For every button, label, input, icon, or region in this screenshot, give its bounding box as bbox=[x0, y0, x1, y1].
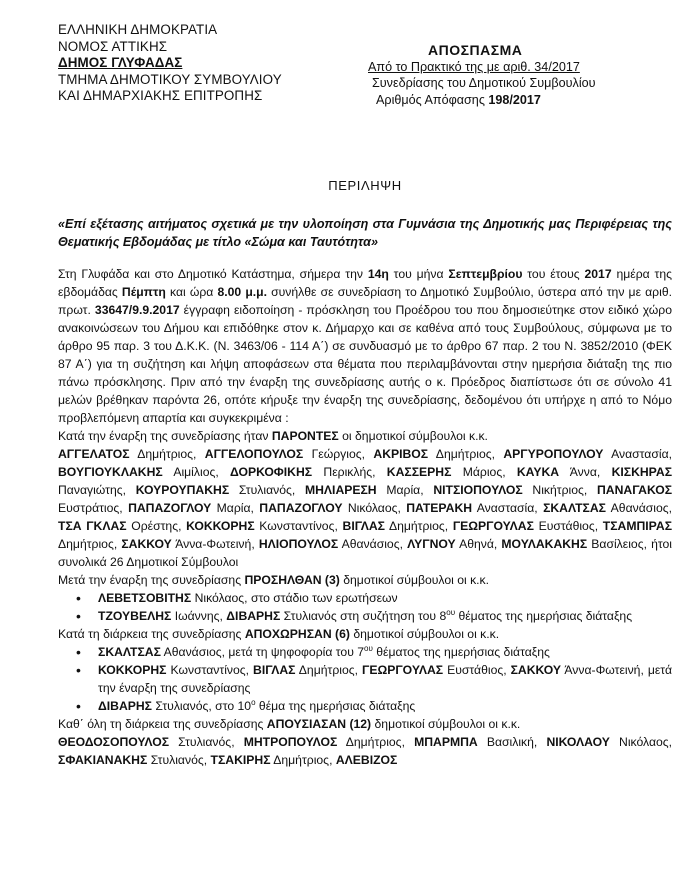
list-item: • ΛΕΒΕΤΣΟΒΙΤΗΣ Νικόλαος, στο στάδιο των ερωτήσεων bbox=[98, 589, 672, 607]
member-firstname: Αιμίλιος bbox=[173, 465, 216, 479]
document-body bbox=[58, 265, 672, 769]
excerpt-title: ΑΠΟΣΠΑΣΜΑ bbox=[428, 42, 523, 58]
member-firstname: Περικλής bbox=[323, 465, 373, 479]
member-surname: ΠΑΠΑΖΟΓΛΟΥ bbox=[128, 501, 212, 515]
member-surname: ΒΙΓΛΑΣ bbox=[342, 519, 385, 533]
member-surname: ΣΑΚΚΟΥ bbox=[121, 537, 172, 551]
member-firstname: Στυλιανός bbox=[150, 753, 204, 767]
document-header bbox=[58, 22, 672, 122]
member-surname: ΓΕΩΡΓΟΥΛΑΣ bbox=[452, 519, 534, 533]
member-surname: ΚΟΚΚΟΡΗΣ bbox=[186, 519, 255, 533]
member-surname: ΝΙΤΣΙΟΠΟΥΛΟΣ bbox=[433, 483, 523, 497]
member-surname: ΜΗΛΙΑΡΕΣΗ bbox=[304, 483, 377, 497]
member-surname: ΠΑΠΑΖΟΓΛΟΥ bbox=[259, 501, 343, 515]
issuer-line: ΝΟΜΟΣ ΑΤΤΙΚΗΣ bbox=[58, 38, 168, 54]
member-firstname: Μαρία bbox=[216, 501, 251, 515]
member-firstname: Άννα-Φωτεινή bbox=[175, 537, 252, 551]
member-firstname: Βασιλική bbox=[486, 735, 534, 749]
subject-paragraph: «Επί εξέτασης αιτήματος σχετικά με την υλοποίηση στα Γυμνάσια της Δημοτικής μας Περιφέρειας της Θεματικής Εβδομάδας με τίτλο «Σώμα και Ταυτότητα» bbox=[58, 217, 672, 249]
member-surname: ΣΚΑΛΤΣΑΣ bbox=[543, 501, 606, 515]
member-firstname: Ορέστης bbox=[131, 519, 179, 533]
member-firstname: Βασίλειος bbox=[591, 537, 644, 551]
member-surname: ΚΑΣΣΕΡΗΣ bbox=[386, 465, 452, 479]
member-firstname: Δημήτριος bbox=[435, 447, 492, 461]
excerpt-block bbox=[368, 42, 596, 108]
member-firstname: Νικήτριος bbox=[532, 483, 584, 497]
decision-value: 198/2017 bbox=[488, 92, 541, 107]
decision-label: Αριθμός Απόφασης bbox=[376, 92, 485, 107]
absent-members-list: ΘΕΟΔΟΣΟΠΟΥΛΟΣ Στυλιανός, ΜΗΤΡΟΠΟΥΛΟΣ Δημήτριος, ΜΠΑΡΜΠΑ Βασιλική, ΝΙΚΟΛΑΟΥ Νικόλαος, ΣΦΑΚΙΑΝΑΚΗΣ Στυλιανός, ΤΣΑΚΙΡΗΣ Δημήτριος, bbox=[58, 735, 673, 767]
member-firstname: Ευστράτιος bbox=[58, 501, 120, 515]
member-surname: ΚΙΣΚΗΡΑΣ bbox=[611, 465, 673, 479]
member-firstname: Άννα bbox=[569, 465, 597, 479]
member-surname: ΒΟΥΓΙΟΥΚΛΑΚΗΣ bbox=[58, 465, 163, 479]
member-surname: ΑΓΓΕΛΟΠΟΥΛΟΣ bbox=[204, 447, 304, 461]
member-firstname: Αναστασία bbox=[476, 501, 535, 515]
member-firstname: Στυλιανός bbox=[238, 483, 292, 497]
arrived-list bbox=[58, 589, 672, 625]
member-firstname: Νικόλαος bbox=[347, 501, 398, 515]
member-firstname: Δημήτριος bbox=[345, 735, 402, 749]
member-surname: ΜΟΥΛΑΚΑΚΗΣ bbox=[501, 537, 588, 551]
member-surname: ΠΑΝΑΓΑΚΟΣ bbox=[596, 483, 673, 497]
issuer-line: ΕΛΛΗΝΙΚΗ ΔΗΜΟΚΡΑΤΙΑ bbox=[58, 22, 218, 37]
summary-title: ΠΕΡΙΛΗΨΗ bbox=[328, 178, 402, 193]
present-paragraph: Κατά την έναρξη της συνεδρίασης ήταν ΠΑΡΟΝΤΕΣ οι δημοτικοί σύμβουλοι κ.κ. ΑΓΓΕΛΑΤΟΣ Δημήτριος, ΑΓΓΕΛΟΠΟΥΛΟΣ Γεώργιος, ΑΚΡΙΒΟΣ Δημήτριος, ΑΡΓΥΡΟΠΟΥΛΟΥ Αναστασία, ΒΟΥΓΙΟΥΚΛΑΚΗΣ Αιμίλιος, ΔΟΡΚΟΦΙΚΗΣ Περικλής, ΚΑΣΣΕΡΗΣ Μάριος, ΚΑΥΚΑ Άννα, ΚΙΣΚΗΡΑΣ Παναγιώτης, ΚΟΥΡΟΥΠΑΚΗΣ Στυλιανός, ΜΗΛΙΑΡΕΣΗ Μαρία, ΝΙΤΣΙΟΠΟΥΛΟΣ Νικήτριος, ΠΑΝΑΓΑΚΟΣ Ευστράτιος, ΠΑΠΑΖΟΓΛΟΥ Μαρία, ΠΑΠΑΖΟΓΛΟΥ Νικόλαος, ΠΑΤΕΡΑΚΗ Αναστασία, ΣΚΑΛΤΣΑΣ Αθανάσιος, ΤΣΑ ΓΚΛΑΣ Ορέστης, ΚΟΚΚΟΡΗΣ Κωνσταντίνος, ΒΙΓΛΑΣ Δημήτριος, ΓΕΩΡΓΟΥΛΑΣ Ευστάθιος, ΤΣΑΜΠΙΡΑΣ Δημήτριος, ΣΑΚΚΟΥ Άννα-Φωτεινή, ΗΛΙΟΠΟΥΛΟΣ Αθανάσιος, ΛΥΓΝΟΥ Αθηνά, ΜΟΥΛΑΚΑΚΗΣ Βασίλειος, ήτοι συνολικά 26 Δημοτικοί Σύμβουλοι bbox=[58, 429, 673, 569]
member-surname: ΛΥΓΝΟΥ bbox=[407, 537, 456, 551]
departed-paragraph: Κατά τη διάρκεια της συνεδρίασης ΑΠΟΧΩΡΗΣΑΝ (6) δημοτικοί σύμβουλοι οι κ.κ. bbox=[58, 627, 500, 641]
intro-paragraph: Στη Γλυφάδα και στο Δημοτικό Κατάστημα, σήμερα την 14η του μήνα Σεπτεμβρίου του έτους 2017 ημέρα της εβδομάδας Πέμπτη και ώρα 8.00 μ.μ. συνήλθε σε συνεδρίαση το Δημοτικό Συμβούλιο, ύστερα από την με αριθ. πρωτ. 33647/9.9.2017 έγγραφη ειδοποίηση - πρόσκληση του Προέδρου του που δημοσιεύτηκε στον ειδικό χώρο ανακοινώσεων του Δήμου και επιδόθηκε στον κ. Δήμαρχο και σε καθένα από τους Συμβούλους, σύμφωνα με το άρθρο 95 παρ. 3 του Δ.Κ.Κ. (Ν. 3463/06 - 114 Α΄) σε συνδυασμό με το άρθρο 67 παρ. 2 του Ν. 3852/2010 (ΦΕΚ 87 Α΄) για τη συζήτηση και λήψη αποφάσεων στα θέματα που περιλαμβάνονται στην ημερήσια διάταξη της πιο πάνω πρόσκλησης. Πριν από την έναρξη της συνεδρίασης αυτής ο κ. Πρόεδρος διαπίστωσε ότι σε σύνολο 41 μελών βρέθηκαν παρόντα 26, οπότε κήρυξε την έναρξη της συνεδρίασης, δεδομένου ότι υπήρχε η από το Νόμο προβλεπόμενη απαρτία και συγκεκριμένα : bbox=[58, 267, 672, 425]
member-firstname: Αναστασία bbox=[611, 447, 669, 461]
arrived-paragraph: Μετά την έναρξη της συνεδρίασης ΠΡΟΣΗΛΘΑΝ (3) δημοτικοί σύμβουλοι οι κ.κ. bbox=[58, 573, 490, 587]
issuer-line: ΚΑΙ ΔΗΜΑΡΧΙΑΚΗΣ ΕΠΙΤΡΟΠΗΣ bbox=[58, 88, 263, 103]
member-surname: ΑΡΓΥΡΟΠΟΥΛΟΥ bbox=[503, 447, 604, 461]
minutes-reference: Από το Πρακτικό της με αριθ. 34/2017 bbox=[368, 59, 580, 74]
member-firstname: Δημήτριος bbox=[58, 537, 114, 551]
member-surname: ΚΟΥΡΟΥΠΑΚΗΣ bbox=[135, 483, 230, 497]
present-members-list: ΑΓΓΕΛΑΤΟΣ Δημήτριος, ΑΓΓΕΛΟΠΟΥΛΟΣ Γεώργιος, ΑΚΡΙΒΟΣ Δημήτριος, ΑΡΓΥΡΟΠΟΥΛΟΥ Αναστασία, ΒΟΥΓΙΟΥΚΛΑΚΗΣ Αιμίλιος, ΔΟΡΚΟΦΙΚΗΣ Περικλής, ΚΑΣΣΕΡΗΣ Μάριος, ΚΑΥΚΑ Άννα, ΚΙΣΚΗΡΑΣ Παναγιώτης, ΚΟΥΡΟΥΠΑΚΗΣ Στυλιανός, ΜΗΛΙΑΡΕΣΗ Μαρία, ΝΙΤΣΙΟΠΟΥΛΟΣ Νικήτριος, ΠΑΝΑΓΑΚΟΣ Ευστράτιος, ΠΑΠΑΖΟΓΛΟΥ Μαρία, ΠΑΠΑΖΟΓΛΟΥ Νικόλαος, ΠΑΤΕΡΑΚΗ Αναστασία, ΣΚΑΛΤΣΑΣ Αθανάσιος, ΤΣΑ ΓΚΛΑΣ Ορέστης, ΚΟΚΚΟΡΗΣ Κωνσταντίνος, ΒΙΓΛΑΣ Δημήτριος, ΓΕΩΡΓΟΥΛΑΣ Ευστάθιος, ΤΣΑΜΠΙΡΑΣ Δημήτριος, ΣΑΚΚΟΥ Άννα-Φωτεινή, ΗΛΙΟΠΟΥΛΟΣ Αθανάσιος, ΛΥΓΝΟΥ Αθηνά, ΜΟΥΛΑΚΑΚΗΣ Βασίλειος bbox=[58, 447, 673, 551]
member-surname: ΚΑΥΚΑ bbox=[516, 465, 560, 479]
member-surname: ΗΛΙΟΠΟΥΛΟΣ bbox=[258, 537, 339, 551]
member-firstname: Νικόλαος bbox=[619, 735, 669, 749]
member-firstname: Αθανάσιος bbox=[610, 501, 669, 515]
member-surname: ΝΙΚΟΛΑΟΥ bbox=[546, 735, 610, 749]
member-firstname: Αθηνά bbox=[459, 537, 494, 551]
member-firstname: Μαρία bbox=[386, 483, 421, 497]
member-surname: ΑΓΓΕΛΑΤΟΣ bbox=[58, 447, 130, 461]
member-firstname: Δημήτριος bbox=[388, 519, 445, 533]
member-firstname: Ευστάθιος bbox=[538, 519, 595, 533]
member-firstname: Παναγιώτης bbox=[58, 483, 123, 497]
member-surname: ΤΣΑ ΓΚΛΑΣ bbox=[58, 519, 127, 533]
member-surname: ΣΦΑΚΙΑΝΑΚΗΣ bbox=[58, 753, 148, 767]
member-surname: ΤΣΑΜΠΙΡΑΣ bbox=[602, 519, 673, 533]
member-surname: ΜΗΤΡΟΠΟΥΛΟΣ bbox=[243, 735, 338, 749]
member-surname: ΔΟΡΚΟΦΙΚΗΣ bbox=[230, 465, 313, 479]
absent-paragraph: Καθ΄ όλη τη διάρκεια της συνεδρίασης ΑΠΟΥΣΙΑΣΑΝ (12) δημοτικοί σύμβουλοι οι κ.κ. ΘΕΟΔΟΣΟΠΟΥΛΟΣ Στυλιανός, ΜΗΤΡΟΠΟΥΛΟΣ Δημήτριος, ΜΠΑΡΜΠΑ Βασιλική, ΝΙΚΟΛΑΟΥ Νικόλαος, ΣΦΑΚΙΑΝΑΚΗΣ Στυλιανός, ΤΣΑΚΙΡΗΣ Δημήτριος, ΑΛΕΒΙΖΟΣ bbox=[58, 717, 673, 767]
member-surname: ΠΑΤΕΡΑΚΗ bbox=[406, 501, 473, 515]
issuer-line: ΔΗΜΟΣ ΓΛΥΦΑΔΑΣ bbox=[58, 55, 183, 70]
session-reference: Συνεδρίασης του Δημοτικού Συμβουλίου bbox=[372, 76, 596, 90]
member-firstname: Μάριος bbox=[462, 465, 503, 479]
member-surname: ΘΕΟΔΟΣΟΠΟΥΛΟΣ bbox=[58, 735, 170, 749]
member-firstname: Δημήτριος bbox=[273, 753, 330, 767]
member-firstname: Στυλιανός bbox=[178, 735, 232, 749]
member-firstname: Αθανάσιος bbox=[341, 537, 400, 551]
list-item: • ΔΙΒΑΡΗΣ Στυλιανός, στο $10^o$ θέμα της ημερήσιας διάταξης bbox=[98, 697, 672, 715]
member-surname: ΤΣΑΚΙΡΗΣ bbox=[210, 753, 271, 767]
decision-number bbox=[376, 92, 596, 109]
list-item: • ΤΖΟΥΒΕΛΗΣ Ιωάννης, ΔΙΒΑΡΗΣ Στυλιανός στη συζήτηση του $8^{o\upsilon}$ θέματος της ημερήσιας διάταξης bbox=[98, 607, 672, 625]
member-surname: ΜΠΑΡΜΠΑ bbox=[414, 735, 478, 749]
list-item: • ΚΟΚΚΟΡΗΣ Κωνσταντίνος, ΒΙΓΛΑΣ Δημήτριος, ΓΕΩΡΓΟΥΛΑΣ Ευστάθιος, ΣΑΚΚΟΥ Άννα-Φωτεινή, μετά την έναρξη της συνεδρίασης bbox=[98, 661, 672, 697]
list-item: • ΣΚΑΛΤΣΑΣ Αθανάσιος, μετά τη ψηφοφορία του $7^{o\upsilon}$ θέματος της ημερήσιας διάταξης bbox=[98, 643, 672, 661]
member-firstname: Γεώργιος bbox=[311, 447, 362, 461]
departed-list bbox=[58, 643, 672, 715]
issuer-block bbox=[58, 22, 282, 105]
member-surname: ΑΚΡΙΒΟΣ bbox=[373, 447, 429, 461]
member-firstname: Κωνσταντίνος bbox=[259, 519, 335, 533]
issuer-line: ΤΜΗΜΑ ΔΗΜΟΤΙΚΟΥ ΣΥΜΒΟΥΛΙΟΥ bbox=[58, 71, 282, 87]
member-firstname: Δημήτριος bbox=[137, 447, 194, 461]
